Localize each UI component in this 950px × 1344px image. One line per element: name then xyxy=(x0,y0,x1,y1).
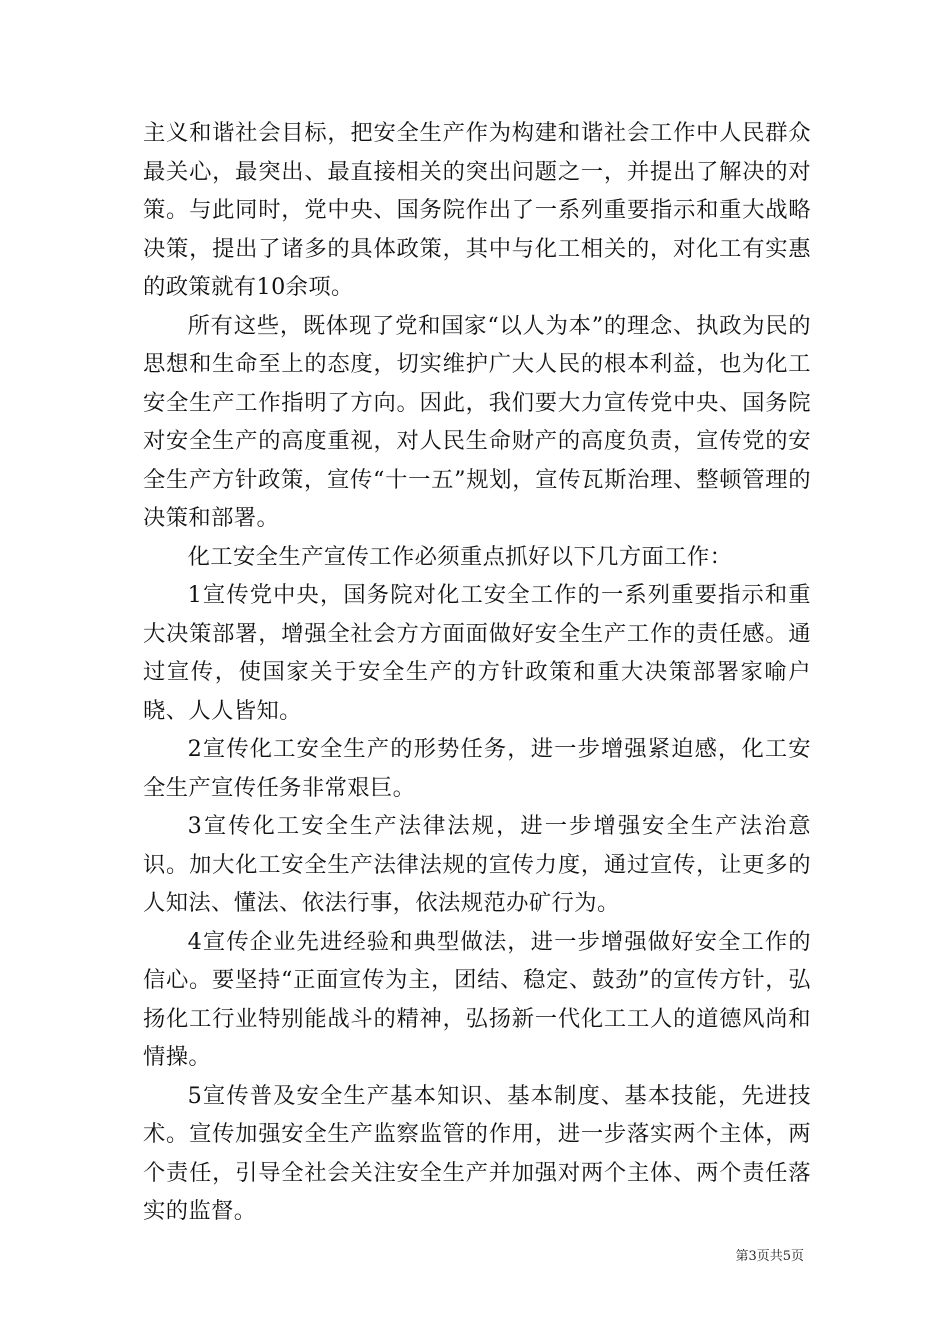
paragraph-summary: 所有这些，既体现了党和国家“以人为本”的理念、执政为民的思想和生命至上的态度，切实维护广大人民的根本利益，也为化工安全生产工作指明了方向。因此，我们要大力宣传党中央、国务院对安全生产的高度重视，对人民生命财产的高度负责，宣传党的安全生产方针政策，宣传“十一五”规划，宣传瓦斯治理、整顿管理的决策和部署。 xyxy=(143,312,811,531)
paragraph-intro: 化工安全生产宣传工作必须重点抓好以下几方面工作： xyxy=(187,543,733,570)
paragraph-item-4: 4宣传企业先进经验和典型做法，进一步增强做好安全工作的信心。要坚持“正面宣传为主，团结、稳定、鼓劲”的宣传方针，弘扬化工行业特别能战斗的精神，弘扬新一代化工工人的道德风尚和情操。 xyxy=(143,928,811,1070)
paragraph-continuation: 主义和谐社会目标，把安全生产作为构建和谐社会工作中人民群众最关心，最突出、最直接相关的突出问题之一，并提出了解决的对策。与此同时，党中央、国务院作出了一系列重要指示和重大战略决策，提出了诸多的具体政策，其中与化工相关的，对化工有实惠的政策就有10余项。 xyxy=(143,120,811,300)
page-number: 第3页共5页 xyxy=(735,1249,804,1264)
paragraph-item-3: 3宣传化工安全生产法律法规，进一步增强安全生产法治意识。加大化工安全生产法律法规的宣传力度，通过宣传，让更多的人知法、懂法、依法行事，依法规范办矿行为。 xyxy=(143,813,811,916)
paragraph-item-5: 5宣传普及安全生产基本知识、基本制度、基本技能，先进技术。宣传加强安全生产监察监管的作用，进一步落实两个主体，两个责任，引导全社会关注安全生产并加强对两个主体、两个责任落实的监督。 xyxy=(143,1082,811,1224)
paragraph-item-1: 1宣传党中央，国务院对化工安全工作的一系列重要指示和重大决策部署，增强全社会方方面面做好安全生产工作的责任感。通过宣传，使国家关于安全生产的方针政策和重大决策部署家喻户晓、人人皆知。 xyxy=(143,582,811,724)
paragraph-item-2: 2宣传化工安全生产的形势任务，进一步增强紧迫感，化工安全生产宣传任务非常艰巨。 xyxy=(143,736,811,801)
document-body xyxy=(143,114,811,1231)
